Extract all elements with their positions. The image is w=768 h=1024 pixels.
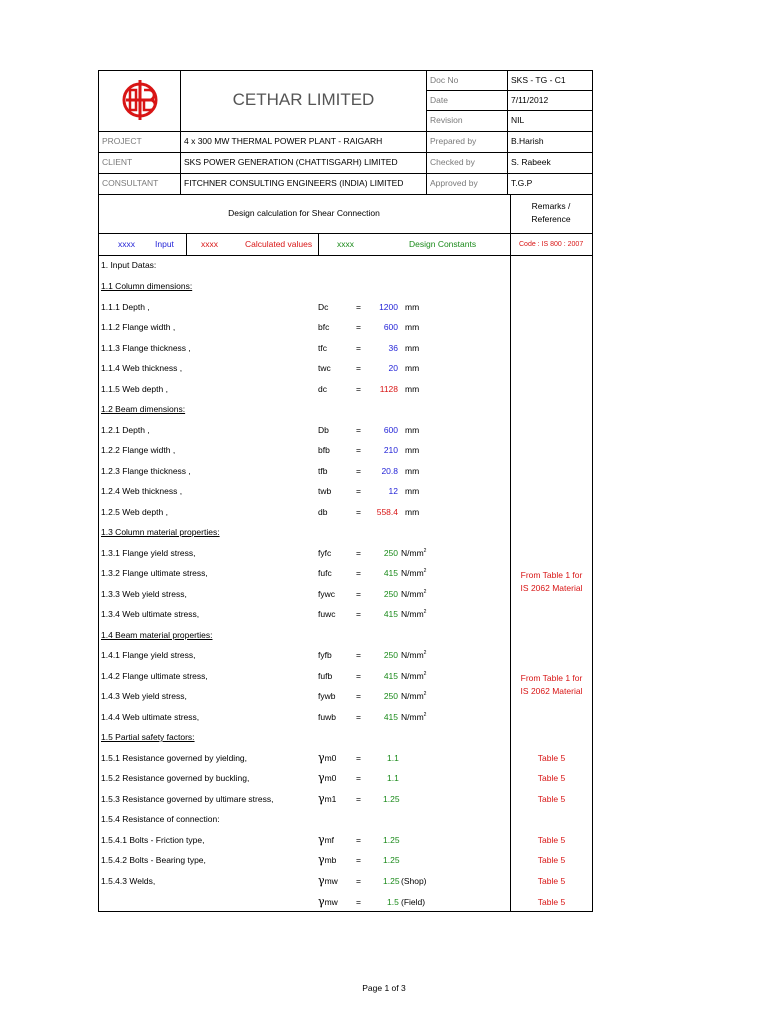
row-unit: $N/mm^2$: [401, 650, 427, 660]
row-equals: =: [356, 466, 361, 476]
row-equals: =: [356, 445, 361, 455]
row-value: 1.1: [387, 753, 399, 763]
row-equals: =: [356, 855, 361, 865]
row-value: 250: [383, 691, 398, 701]
row-label: 1.2.3 Flange thickness ,: [101, 466, 191, 476]
row-equals: =: [356, 589, 361, 599]
row-label: 1.3.1 Flange yield stress,: [101, 548, 196, 558]
row-equals: =: [356, 384, 361, 394]
row-symbol: twc: [318, 363, 331, 373]
row-label: 1.4.4 Web ultimate stress,: [101, 712, 200, 722]
row-symbol: Dc: [318, 302, 329, 312]
row-symbol: fufc: [318, 568, 332, 578]
row-equals: =: [356, 507, 361, 517]
row-equals: =: [356, 835, 361, 845]
row-value: 1128: [379, 384, 398, 394]
row-value: 1.25: [383, 794, 400, 804]
row-note: (Shop): [401, 876, 427, 886]
row-symbol: dc: [318, 384, 327, 394]
row-symbol: fyfc: [318, 548, 332, 558]
row-unit: mm: [405, 507, 420, 517]
calculation-title: Design calculation for Shear Connection: [228, 208, 380, 218]
row-label: 1.3.3 Web yield stress,: [101, 589, 187, 599]
consultant-value: FITCHNER CONSULTING ENGINEERS (INDIA) LIMITED: [184, 178, 404, 188]
row-value: 1.25: [383, 876, 400, 886]
row-unit: mm: [405, 445, 420, 455]
row-label: 1.1.5 Web depth ,: [101, 384, 168, 394]
row-equals: =: [356, 650, 361, 660]
meta-value-checked: S. Rabeek: [511, 157, 551, 167]
row-remark: Table 5: [537, 794, 566, 804]
row-equals: =: [356, 548, 361, 558]
row-value: 415: [383, 712, 398, 722]
meta-value-prepared: B.Harish: [511, 136, 544, 146]
row-equals: =: [356, 773, 361, 783]
row-value: 1200: [379, 302, 398, 312]
row-unit: $N/mm^2$: [401, 609, 427, 619]
row-symbol: fywc: [318, 589, 335, 599]
section-safety-factors: 1.5 Partial safety factors:: [101, 732, 195, 742]
row-value: 415: [383, 609, 398, 619]
row-label: 1.1.4 Web thickness ,: [101, 363, 183, 373]
row-unit: mm: [405, 302, 420, 312]
row-symbol: γm0: [318, 771, 337, 784]
row-symbol: γmb: [318, 853, 337, 866]
row-label: 1.5.4.2 Bolts - Bearing type,: [101, 855, 206, 865]
meta-value-approved: T.G.P: [511, 178, 533, 188]
row-equals: =: [356, 302, 361, 312]
row-unit: mm: [405, 466, 420, 476]
row-label: 1.4.1 Flange yield stress,: [101, 650, 196, 660]
meta-label-approved: Approved by: [430, 178, 478, 188]
row-equals: =: [356, 486, 361, 496]
row-unit: $N/mm^2$: [401, 671, 427, 681]
remark-beam-table-line1: From Table 1 for: [520, 673, 583, 683]
section-connection: 1.5.4 Resistance of connection:: [101, 814, 220, 824]
section-beam-material: 1.4 Beam material properties:: [101, 630, 213, 640]
meta-label-revision: Revision: [430, 115, 463, 125]
row-label: 1.2.5 Web depth ,: [101, 507, 168, 517]
row-value: 12: [388, 486, 398, 496]
row-symbol: γmw: [318, 874, 338, 887]
row-symbol: γm0: [318, 751, 337, 764]
row-remark: Table 5: [537, 897, 566, 907]
row-equals: =: [356, 897, 361, 907]
row-value: 250: [383, 650, 398, 660]
row-symbol: fywb: [318, 691, 336, 701]
legend-const-sample: xxxx: [337, 239, 354, 249]
legend-calc-sample: xxxx: [201, 239, 218, 249]
meta-value-date: 7/11/2012: [511, 95, 549, 105]
row-value: 600: [383, 425, 398, 435]
page-number: Page 1 of 3: [362, 983, 406, 993]
company-logo: [118, 78, 162, 122]
row-symbol: fufb: [318, 671, 333, 681]
row-label: 1.2.1 Depth ,: [101, 425, 150, 435]
section-beam-dims: 1.2 Beam dimensions:: [101, 404, 186, 414]
row-symbol: tfc: [318, 343, 327, 353]
project-label: PROJECT: [102, 136, 142, 146]
row-equals: =: [356, 568, 361, 578]
row-label: 1.2.2 Flange width ,: [101, 445, 176, 455]
row-equals: =: [356, 691, 361, 701]
section-input-datas: 1. Input Datas:: [101, 260, 157, 270]
row-symbol: twb: [318, 486, 332, 496]
row-unit: mm: [405, 486, 420, 496]
row-value: 250: [383, 548, 398, 558]
meta-value-revision: NIL: [511, 115, 525, 125]
row-unit: mm: [405, 343, 420, 353]
row-value: 1.5: [387, 897, 399, 907]
section-column-material: 1.3 Column material properties:: [101, 527, 220, 537]
row-label: 1.5.2 Resistance governed by buckling,: [101, 773, 250, 783]
row-remark: Table 5: [537, 855, 566, 865]
row-symbol: fyfb: [318, 650, 332, 660]
row-symbol: Db: [318, 425, 329, 435]
row-label: 1.5.3 Resistance governed by ultimare stress,: [101, 794, 274, 804]
row-unit: mm: [405, 322, 420, 332]
row-remark: Table 5: [537, 773, 566, 783]
row-remark: Table 5: [537, 876, 566, 886]
row-label: 1.4.2 Flange ultimate stress,: [101, 671, 208, 681]
row-equals: =: [356, 363, 361, 373]
meta-label-date: Date: [430, 95, 448, 105]
legend-input-sample: xxxx: [118, 239, 135, 249]
row-equals: =: [356, 794, 361, 804]
row-symbol: bfc: [318, 322, 330, 332]
client-value: SKS POWER GENERATION (CHATTISGARH) LIMITED: [184, 157, 398, 167]
consultant-label: CONSULTANT: [102, 178, 159, 188]
meta-label-checked: Checked by: [430, 157, 475, 167]
client-label: CLIENT: [102, 157, 133, 167]
row-value: 415: [383, 671, 398, 681]
row-value: 36: [388, 343, 398, 353]
row-unit: mm: [405, 384, 420, 394]
remark-column-table-line2: IS 2062 Material: [520, 583, 583, 593]
row-label: 1.3.2 Flange ultimate stress,: [101, 568, 208, 578]
row-label: 1.4.3 Web yield stress,: [101, 691, 187, 701]
row-label: 1.1.2 Flange width ,: [101, 322, 176, 332]
row-label: 1.2.4 Web thickness ,: [101, 486, 183, 496]
row-value: 600: [383, 322, 398, 332]
row-label: 1.5.4.3 Welds,: [101, 876, 156, 886]
row-unit: $N/mm^2$: [401, 568, 427, 578]
row-symbol: γm1: [318, 792, 337, 805]
meta-label-prepared: Prepared by: [430, 136, 477, 146]
row-value: 250: [383, 589, 398, 599]
remark-column-table-line1: From Table 1 for: [520, 570, 583, 580]
row-label: 1.1.3 Flange thickness ,: [101, 343, 191, 353]
remark-beam-table-line2: IS 2062 Material: [520, 686, 583, 696]
row-label: 1.3.4 Web ultimate stress,: [101, 609, 200, 619]
row-equals: =: [356, 876, 361, 886]
row-value: 1.25: [383, 855, 400, 865]
row-note: (Field): [401, 897, 426, 907]
row-symbol: tfb: [318, 466, 328, 476]
row-value: 415: [383, 568, 398, 578]
row-equals: =: [356, 609, 361, 619]
row-symbol: db: [318, 507, 328, 517]
row-value: 210: [383, 445, 398, 455]
row-symbol: fuwb: [318, 712, 336, 722]
row-unit: mm: [405, 425, 420, 435]
meta-value-doc-no: SKS - TG - C1: [511, 75, 566, 85]
row-unit: $N/mm^2$: [401, 691, 427, 701]
row-value: 1.1: [387, 773, 399, 783]
row-label: 1.5.4.1 Bolts - Friction type,: [101, 835, 205, 845]
row-symbol: bfb: [318, 445, 330, 455]
company-name: CETHAR LIMITED: [232, 90, 375, 109]
row-value: 558.4: [376, 507, 398, 517]
row-remark: Table 5: [537, 753, 566, 763]
row-equals: =: [356, 343, 361, 353]
row-unit: mm: [405, 363, 420, 373]
row-symbol: γmf: [318, 833, 335, 846]
row-label: 1.5.1 Resistance governed by yielding,: [101, 753, 248, 763]
row-label: 1.1.1 Depth ,: [101, 302, 150, 312]
legend-calc-label: Calculated values: [245, 239, 313, 249]
remarks-heading: Remarks / Reference: [531, 201, 571, 224]
legend-input-label: Input: [155, 239, 174, 249]
meta-label-doc-no: Doc No: [430, 75, 459, 85]
row-value: 1.25: [383, 835, 400, 845]
row-equals: =: [356, 712, 361, 722]
legend-code: Code : IS 800 : 2007: [519, 241, 584, 248]
row-value: 20.8: [381, 466, 398, 476]
row-unit: $N/mm^2$: [401, 712, 427, 722]
row-unit: $N/mm^2$: [401, 548, 427, 558]
row-equals: =: [356, 425, 361, 435]
row-value: 20: [388, 363, 398, 373]
row-equals: =: [356, 671, 361, 681]
row-remark: Table 5: [537, 835, 566, 845]
section-column-dims: 1.1 Column dimensions:: [101, 281, 193, 291]
row-unit: $N/mm^2$: [401, 589, 427, 599]
row-equals: =: [356, 322, 361, 332]
legend-const-label: Design Constants: [409, 239, 477, 249]
project-value: 4 x 300 MW THERMAL POWER PLANT - RAIGARH: [184, 136, 383, 146]
row-symbol: fuwc: [318, 609, 336, 619]
row-symbol: γmw: [318, 895, 338, 908]
row-equals: =: [356, 753, 361, 763]
